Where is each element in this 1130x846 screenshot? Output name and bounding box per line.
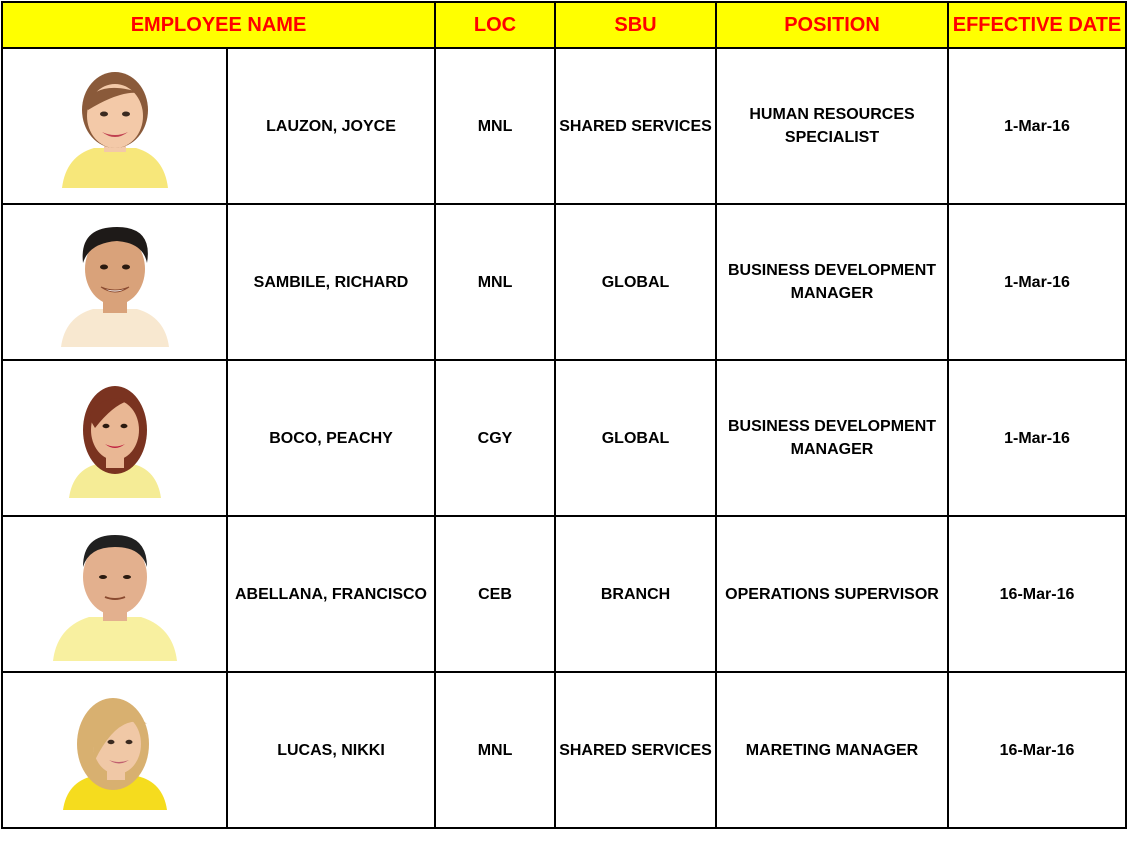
employee-name: ABELLANA, FRANCISCO [227, 516, 435, 672]
employee-photo [65, 378, 165, 498]
position-line: MANAGER [790, 285, 874, 302]
employee-photo [54, 64, 176, 188]
employee-sbu: SHARED SERVICES [555, 48, 716, 204]
employee-effective-date: 1-Mar-16 [948, 48, 1126, 204]
header-position: POSITION [716, 2, 948, 48]
table-row [2, 360, 1126, 516]
employee-sbu: GLOBAL [555, 204, 716, 360]
employee-photo-cell [2, 516, 227, 672]
position-line: MANAGER [790, 441, 874, 458]
employee-photo-cell [2, 48, 227, 204]
employee-effective-date: 1-Mar-16 [948, 204, 1126, 360]
employee-position [716, 672, 948, 828]
employee-photo [63, 690, 167, 810]
employee-effective-date: 16-Mar-16 [948, 516, 1126, 672]
employee-photo-cell [2, 204, 227, 360]
employee-name: LUCAS, NIKKI [227, 672, 435, 828]
employee-name: BOCO, PEACHY [227, 360, 435, 516]
employee-effective-date: 1-Mar-16 [948, 360, 1126, 516]
employee-table [1, 1, 1127, 829]
employee-name: LAUZON, JOYCE [227, 48, 435, 204]
employee-photo [59, 217, 171, 347]
employee-photo-cell [2, 672, 227, 828]
position-line: HUMAN RESOURCES [749, 106, 915, 123]
table-row [2, 516, 1126, 672]
header-sbu: SBU [555, 2, 716, 48]
employee-loc: MNL [435, 48, 555, 204]
employee-loc: CGY [435, 360, 555, 516]
employee-sbu: GLOBAL [555, 360, 716, 516]
header-loc: LOC [435, 2, 555, 48]
table-row [2, 204, 1126, 360]
employee-position [716, 48, 948, 204]
employee-loc: MNL [435, 204, 555, 360]
employee-position [716, 516, 948, 672]
employee-photo [53, 527, 177, 661]
employee-loc: CEB [435, 516, 555, 672]
position-line: SPECIALIST [784, 129, 880, 146]
position-line: BUSINESS DEVELOPMENT [728, 418, 937, 435]
header-employee-name: EMPLOYEE NAME [2, 2, 435, 48]
employee-effective-date: 16-Mar-16 [948, 672, 1126, 828]
position-line: OPERATIONS SUPERVISOR [725, 585, 939, 603]
table-row [2, 672, 1126, 828]
employee-sbu: BRANCH [555, 516, 716, 672]
header-row [2, 2, 1126, 48]
employee-photo-cell [2, 360, 227, 516]
position-line: BUSINESS DEVELOPMENT [728, 262, 937, 279]
employee-name: SAMBILE, RICHARD [227, 204, 435, 360]
employee-sbu: SHARED SERVICES [555, 672, 716, 828]
employee-position [716, 204, 948, 360]
table-row [2, 48, 1126, 204]
header-effective-date: EFFECTIVE DATE [948, 2, 1126, 48]
position-line: MARETING MANAGER [745, 741, 919, 759]
employee-loc: MNL [435, 672, 555, 828]
employee-position [716, 360, 948, 516]
